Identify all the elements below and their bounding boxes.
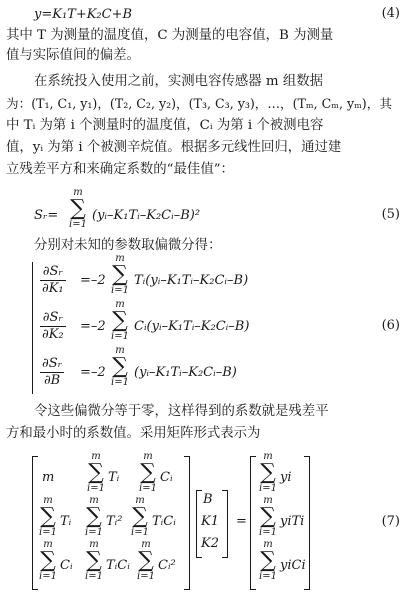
sigma-symbol: ∑ — [70, 196, 86, 221]
eq7-sum-13: m ∑ i=1 — [139, 451, 157, 494]
eq7-m-32: TᵢCᵢ — [106, 558, 130, 573]
eq7-vector-k2: K2 — [201, 536, 219, 551]
eq7-m-12: Tᵢ — [108, 470, 120, 485]
eq7-sum-21: m ∑ i=1 — [39, 495, 57, 538]
eq7-m-31: Cᵢ — [60, 558, 73, 573]
eq6-row3-summation: m ∑ i=1 — [111, 345, 129, 388]
para2-line-5: 立残差平方和来确定系数的“最佳值”： — [6, 162, 234, 177]
eq6-row2-term: Cᵢ(yᵢ–K₁Tᵢ–K₂Cᵢ–B) — [134, 319, 250, 334]
eq7-rhs-left-bracket — [250, 456, 256, 590]
eq7-rhs-sum-3: m ∑ i=1 — [259, 539, 277, 582]
para2-line-3: 中 Tᵢ 为第 i 个测量时的温度值，Cᵢ 为第 i 个被测电容 — [6, 118, 324, 133]
eq7-m-11: m — [42, 470, 55, 485]
para2-line-2: 为：(T₁, C₁, y₁)，(T₂, C₂, y₂)，(T₃, C₃, y₃)，…，(Tₘ, Cₘ, yₘ)，其 — [6, 96, 392, 111]
equation-5-number: (5) — [381, 207, 400, 222]
eq7-sum-23: m ∑ i=1 — [131, 495, 149, 538]
eq7-rhs-sum-1: m ∑ i=1 — [259, 451, 277, 494]
eq6-row3-rhs: =–2 — [80, 365, 106, 380]
eq7-m-33: Cᵢ² — [158, 558, 176, 573]
eq6-row1-fraction: $\frac{\text{∂Sᵣ}}{\text{∂K₁}}$ — [42, 264, 64, 296]
eq5-summation — [68, 188, 88, 230]
eq6-brace — [32, 262, 33, 394]
eq6-row3-fraction: $\frac{\text{∂Sᵣ}}{\partial B}$ — [42, 356, 63, 388]
para4-line-1: 令这些偏微分等于零，这样得到的系数就是残差平 — [34, 404, 329, 419]
eq7-sum-32: m ∑ i=1 — [85, 539, 103, 582]
eq7-rhs-2: yiTi — [280, 514, 305, 529]
eq7-sum-12: m ∑ i=1 — [87, 451, 105, 494]
eq7-sum-31: m ∑ i=1 — [39, 539, 57, 582]
eq5-body: (yᵢ–K₁Tᵢ–K₂Cᵢ–B)² — [92, 208, 201, 223]
eq6-row2-fraction: $\frac{\text{∂Sᵣ}}{\text{∂K₂}}$ — [42, 310, 64, 342]
eq6-row1-rhs: =–2 — [80, 273, 106, 288]
eq7-rhs-sum-2: m ∑ i=1 — [259, 495, 277, 538]
eq7-m-22: Tᵢ² — [106, 514, 123, 529]
eq7-vector-k1: K1 — [201, 514, 219, 529]
eq7-m-13: Cᵢ — [160, 470, 173, 485]
eq7-matrix-right-bracket — [184, 456, 190, 590]
eq7-sum-22: m ∑ i=1 — [85, 495, 103, 538]
eq7-equals: = — [236, 514, 247, 529]
eq7-vector-right-bracket — [222, 490, 228, 558]
para1-line-2: 值与实际值间的偏差。 — [6, 48, 140, 63]
eq6-row2-summation: m ∑ i=1 — [111, 299, 129, 342]
eq6-row3-term: (yᵢ–K₁Tᵢ–K₂Cᵢ–B) — [134, 365, 237, 380]
para3-line: 分别对未知的参数取偏微分得： — [34, 238, 222, 253]
eq7-rhs-3: yiCi — [280, 558, 306, 573]
eq6-row2-rhs: =–2 — [80, 319, 106, 334]
para2-line-4: 值，yᵢ 为第 i 个被测辛烷值。根据多元线性回归，通过建 — [6, 140, 342, 155]
eq7-m-23: TᵢCᵢ — [152, 514, 176, 529]
eq5-sum-top: m — [73, 187, 83, 198]
eq7-m-21: Tᵢ — [60, 514, 72, 529]
eq7-vector-b: B — [203, 492, 213, 507]
eq6-row1-term: Tᵢ(yᵢ–K₁Tᵢ–K₂Cᵢ–B) — [134, 273, 249, 288]
equation-6-number: (6) — [381, 318, 400, 333]
para2-line-1: 在系统投入使用之前，实测电容传感器 m 组数据 — [34, 74, 324, 89]
eq7-sum-33: m ∑ i=1 — [137, 539, 155, 582]
para4-line-2: 方和最小时的系数值。采用矩阵形式表示为 — [6, 426, 261, 441]
equation-4: y=K₁T+K₂C+B — [34, 7, 133, 22]
equation-7-number: (7) — [381, 514, 400, 529]
eq5-lhs: Sᵣ= — [34, 208, 59, 223]
para1-line-1: 其中 T 为测量的温度值，C 为测量的电容值，B 为测量 — [6, 28, 334, 43]
eq5-sum-bottom: i=1 — [69, 219, 87, 230]
equation-4-number: (4) — [381, 6, 400, 21]
eq7-rhs-1: yi — [280, 470, 292, 485]
eq6-row1-summation: m ∑ i=1 — [111, 253, 129, 296]
